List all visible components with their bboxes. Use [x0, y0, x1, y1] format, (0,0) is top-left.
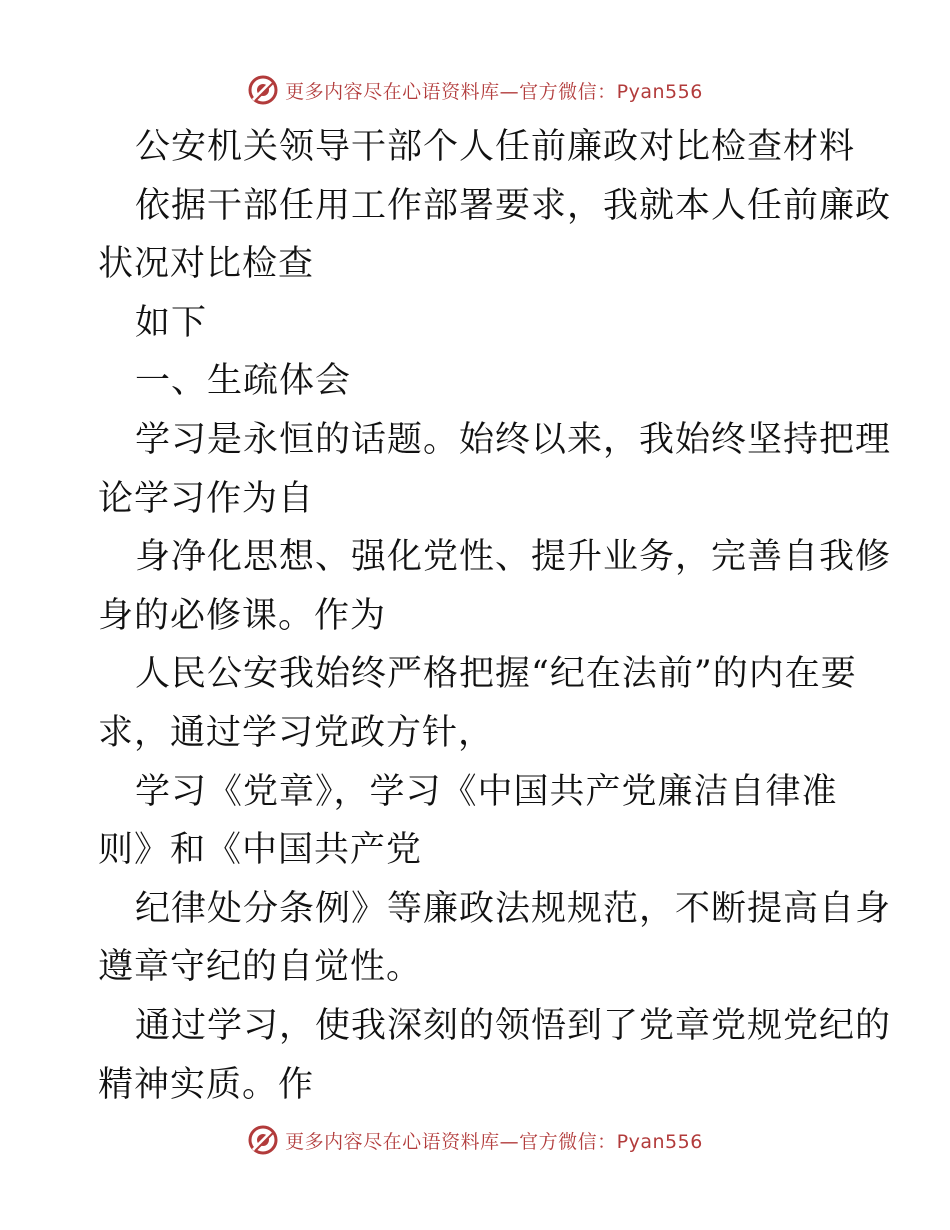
- text-line: 求，通过学习党政方针，: [98, 712, 495, 753]
- text-line: 则》和《中国共产党: [98, 830, 423, 871]
- document-body: [98, 118, 892, 1114]
- seal-logo-icon: [247, 74, 279, 106]
- document-title: 公安机关领导干部个人任前廉政对比检查材料: [135, 127, 856, 167]
- text-line: 一、生疏体会: [135, 361, 352, 402]
- text-line: 学习是永恒的话题。始终以来，我始终坚持把理: [135, 419, 892, 460]
- text-line: 纪律处分条例》等廉政法规规范，不断提高自身: [135, 888, 892, 929]
- header-banner-text: 更多内容尽在心语资料库—官方微信：Pyan556: [285, 80, 703, 103]
- footer-banner: [0, 1120, 950, 1160]
- text-line: 身的必修课。作为: [98, 595, 387, 636]
- text-line: 通过学习，使我深刻的领悟到了党章党规党纪的: [135, 1005, 892, 1046]
- seal-logo-icon: [247, 1124, 279, 1156]
- header-banner: [0, 70, 950, 110]
- text-line: 精神实质。作: [98, 1064, 315, 1105]
- text-line: 身净化思想、强化党性、提升业务，完善自我修: [135, 537, 892, 578]
- footer-banner-text: 更多内容尽在心语资料库—官方微信：Pyan556: [285, 1130, 703, 1153]
- text-line: 如下: [135, 302, 208, 343]
- text-line: 人民公安我始终严格把握“纪在法前”的内在要: [135, 654, 857, 695]
- text-line: 学习《党章》，学习《中国共产党廉洁自律准: [135, 771, 838, 812]
- text-line: 遵章守纪的自觉性。: [98, 947, 423, 988]
- text-line: 状况对比检查: [98, 244, 315, 285]
- text-line: 论学习作为自: [98, 478, 315, 519]
- text-line: 依据干部任用工作部署要求，我就本人任前廉政: [135, 185, 892, 226]
